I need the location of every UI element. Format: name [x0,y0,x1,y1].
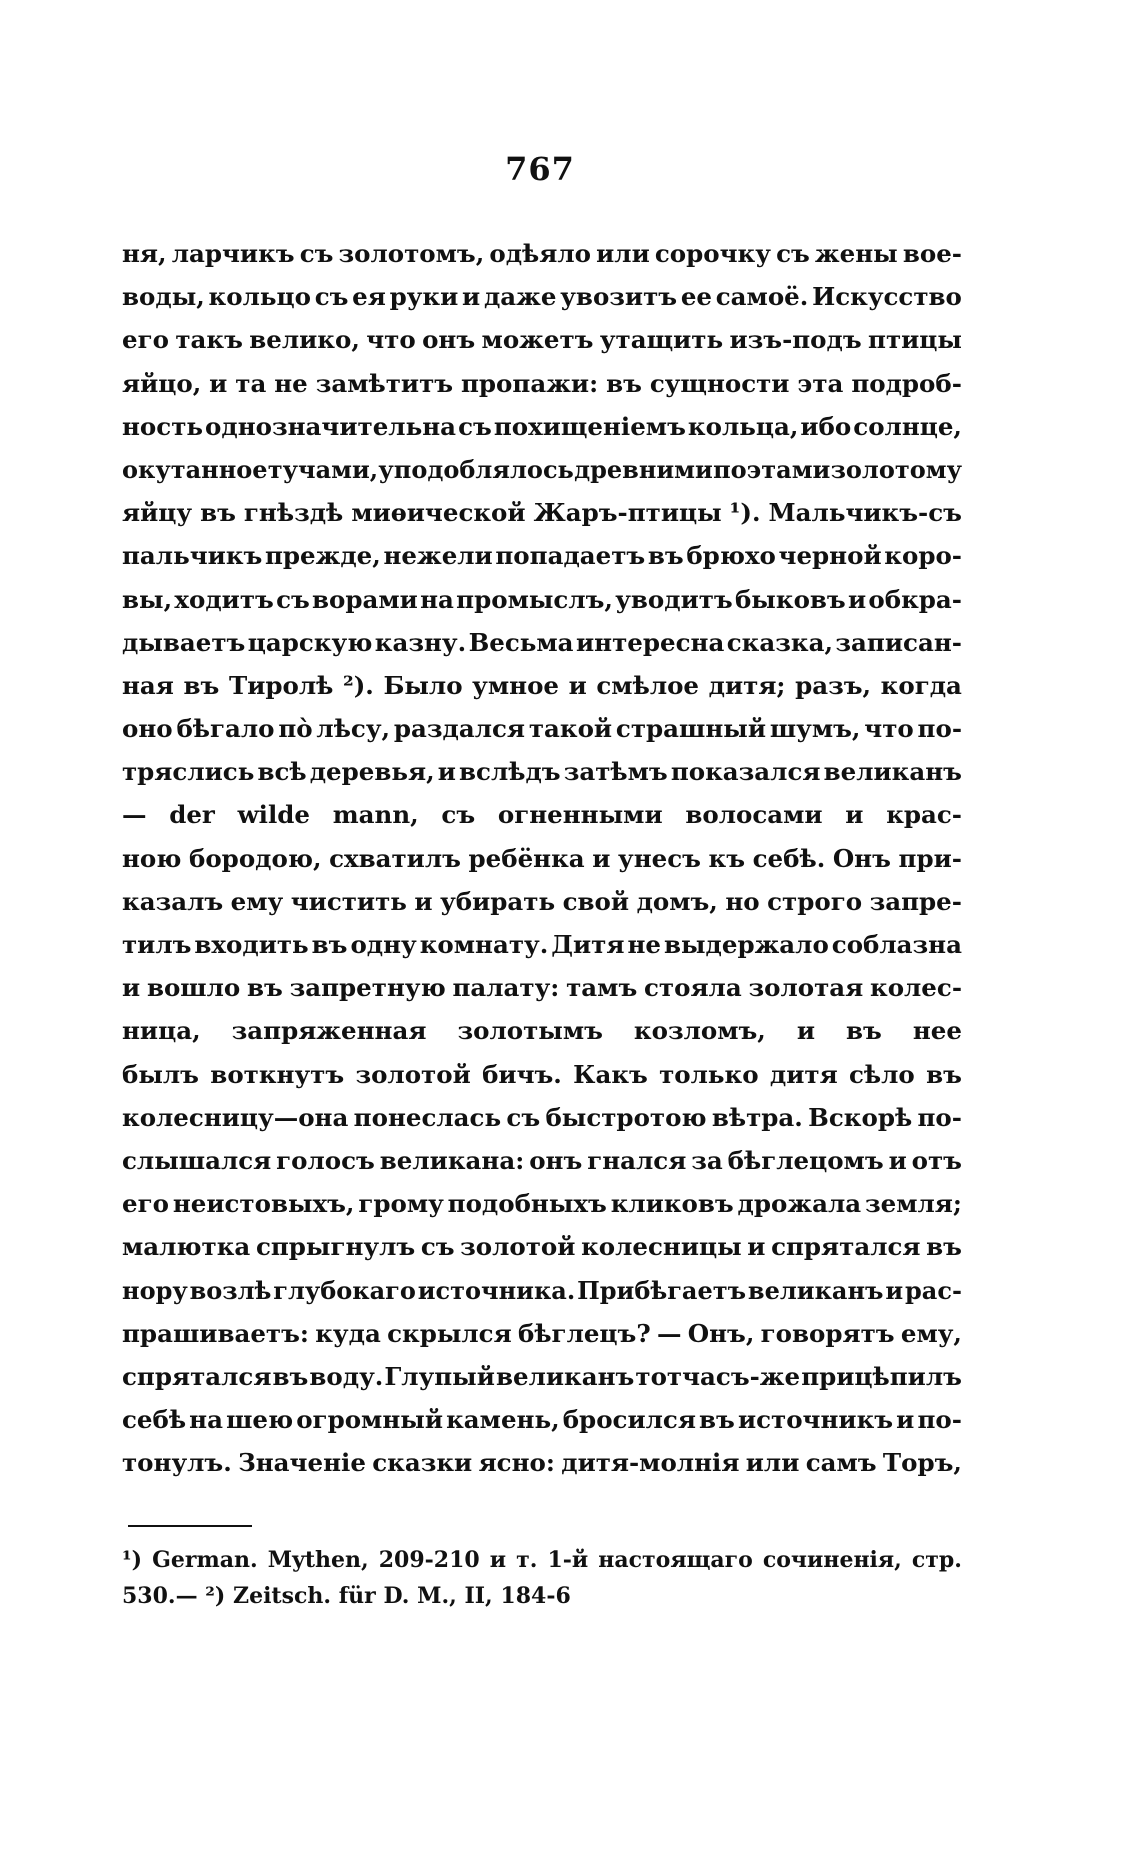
text-line: ность однозначительна съ похищеніемъ кольца, ибо солнце, [122,411,962,441]
text-line: пальчикъ прежде, нежели попадаетъ въ брюхо черной коро- [122,541,962,571]
text-line: дываетъ царскую казну. Весьма интересна сказка, записан- [122,627,962,657]
text-line: яйцу въ гнѣздѣ миѳической Жаръ-птицы ¹). Мальчикъ-съ [122,498,962,528]
text-line: себѣ на шею огромный камень, бросился въ источникъ и по- [122,1405,962,1435]
text-line: былъ воткнутъ золотой бичъ. Какъ только дитя сѣло въ [122,1059,962,1089]
footnote-line: 530.— ²) Zeitsch. für D. M., II, 184-6 [122,1583,571,1609]
text-line: слышался голосъ великана: онъ гнался за бѣглецомъ и отъ [122,1145,962,1175]
text-line: вы, ходитъ съ ворами на промыслъ, уводитъ быковъ и обкра- [122,584,962,614]
text-line: ница, запряженная золотымъ козломъ, и въ нее [122,1016,962,1046]
page-number: 767 [505,150,575,188]
text-line: его такъ велико, что онъ можетъ утащить изъ-подъ птицы [122,325,962,355]
text-line: окутанное тучами, уподоблялось древними поэтами золотому [122,454,962,484]
text-line: воды, кольцо съ ея руки и даже увозитъ ее самоё. Искусство [122,282,962,312]
text-line: ною бородою, схватилъ ребёнка и унесъ къ себѣ. Онъ при- [122,843,962,873]
text-line: ня, ларчикъ съ золотомъ, одѣяло или сорочку съ жены вое- [122,239,962,268]
text-line: ная въ Тиролѣ ²). Было умное и смѣлое дитя; разъ, когда [122,670,962,700]
text-line: тряслись всѣ деревья, и вслѣдъ затѣмъ показался великанъ [122,757,962,787]
footnote-divider [128,1525,252,1527]
body-text [122,232,962,1484]
text-line: малютка спрыгнулъ съ золотой колесницы и спрятался въ [122,1232,962,1262]
footnotes [122,1542,962,1614]
text-line: яйцо, и та не замѣтитъ пропажи: въ сущности эта подроб- [122,368,962,398]
text-line: казалъ ему чистить и убирать свой домъ, но строго запре- [122,886,962,916]
text-line: тилъ входить въ одну комнату. Дитя не выдержало соблазна [122,930,962,959]
text-line: — der wilde mann, съ огненными волосами и крас- [122,800,962,830]
text-line: спрятался въ воду. Глупый великанъ тотчасъ-же прицѣпилъ [122,1361,962,1391]
text-line: тонулъ. Значеніе сказки ясно: дитя-молнія или самъ Торъ, [122,1448,962,1478]
text-line: колесницу—она понеслась съ быстротою вѣтра. Вскорѣ по- [122,1102,962,1132]
text-line: нору возлѣ глубокаго источника. Прибѣгаетъ великанъ и рас- [122,1275,962,1305]
footnote-line: ¹) German. Mythen, 209-210 и т. 1-й настоящаго сочиненія, стр. [122,1547,962,1573]
text-line: оно бѣгало по̀ лѣсу, раздался такой страшный шумъ, что по- [122,714,962,744]
text-line: и вошло въ запретную палату: тамъ стояла золотая колес- [122,973,962,1003]
text-line: его неистовыхъ, грому подобныхъ кликовъ дрожала земля; [122,1189,962,1219]
text-line: прашиваетъ: куда скрылся бѣглецъ? — Онъ, говорятъ ему, [122,1318,962,1348]
